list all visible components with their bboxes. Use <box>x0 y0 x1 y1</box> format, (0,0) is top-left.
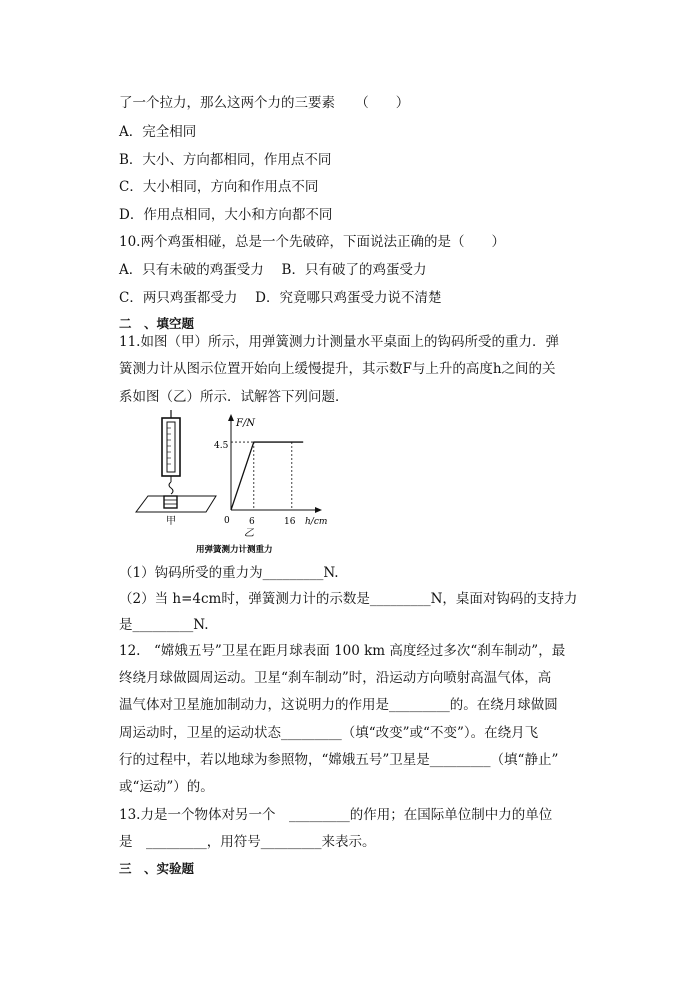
figure-svg <box>118 408 338 558</box>
option-a: A．完全相同 <box>119 124 197 140</box>
text-line: 是 _________，用符号_________来表示。 <box>119 834 376 850</box>
option-c: C．大小相同，方向和作用点不同 <box>119 179 319 195</box>
text-line: 温气体对卫星施加制动力，这说明力的作用是_________的。在绕月球做圆 <box>119 697 558 713</box>
section-heading-experiment: 三 、实验题 <box>119 861 195 876</box>
y-axis-label: F/N <box>236 418 256 429</box>
question-10: 10.两个鸡蛋相碰，总是一个先破碎，下面说法正确的是（ ） <box>119 234 505 250</box>
text-line: 行的过程中，若以地球为参照物，“嫦娥五号”卫星是_________（填“静止” <box>119 752 559 768</box>
text-line: 或“运动”）的。 <box>119 779 214 795</box>
question-13: 13.力是一个物体对另一个 _________的作用；在国际单位制中力的单位 <box>119 807 553 823</box>
option-b: B．大小、方向都相同，作用点不同 <box>119 152 332 168</box>
figure-caption: 用弹簧测力计测重力 <box>196 545 273 555</box>
options-cd: C．两只鸡蛋都受力 D．究竟哪只鸡蛋受力说不清楚 <box>119 290 442 306</box>
options-ab: A．只有未破的鸡蛋受力 B．只有破了的鸡蛋受力 <box>119 262 427 278</box>
text-line: 终绕月球做圆周运动。卫星“刹车制动”时，沿运动方向喷射高温气体，高 <box>119 670 552 686</box>
text-line: 周运动时，卫星的运动状态_________（填“改变”或“不变”）。在绕月飞 <box>119 725 539 741</box>
x-tick-label: 0 <box>224 516 230 526</box>
label-yi: 乙 <box>244 528 254 539</box>
y-tick-label: 4.5 <box>214 441 229 451</box>
x-tick-label: 16 <box>284 517 296 527</box>
data-line <box>231 442 303 510</box>
question-11: 11.如图（甲）所示，用弹簧测力计测量水平桌面上的钩码所受的重力．弹 <box>119 334 559 350</box>
text-line: 是_________N. <box>119 617 209 633</box>
x-tick-label: 6 <box>249 517 255 527</box>
label-jia: 甲 <box>166 516 176 527</box>
question-11-part-1: （1）钩码所受的重力为_________N. <box>119 565 339 581</box>
text-line: 了一个拉力，那么这两个力的三要素 （ ） <box>119 95 410 111</box>
text-line: 系如图（乙）所示．试解答下列问题． <box>119 389 349 405</box>
option-d: D．作用点相同，大小和方向都不同 <box>119 207 333 223</box>
section-heading-fill-blank: 二 、填空题 <box>119 316 195 331</box>
spring-scale-figure <box>118 408 338 558</box>
x-axis-label: h/cm <box>305 517 328 527</box>
question-11-part-2: （2）当 h=4cm时，弹簧测力计的示数是_________N，桌面对钩码的支持力 <box>119 591 578 607</box>
spring-scale-illustration <box>136 410 216 512</box>
force-height-graph <box>214 414 327 527</box>
y-axis-arrow-icon <box>228 414 234 421</box>
text-line: 簧测力计从图示位置开始向上缓慢提升，其示数F与上升的高度h之间的关 <box>119 361 556 377</box>
question-12: 12. “嫦娥五号”卫星在距月球表面 100 km 高度经过多次“刹车制动”，最 <box>119 643 566 659</box>
x-axis-arrow-icon <box>315 507 322 513</box>
